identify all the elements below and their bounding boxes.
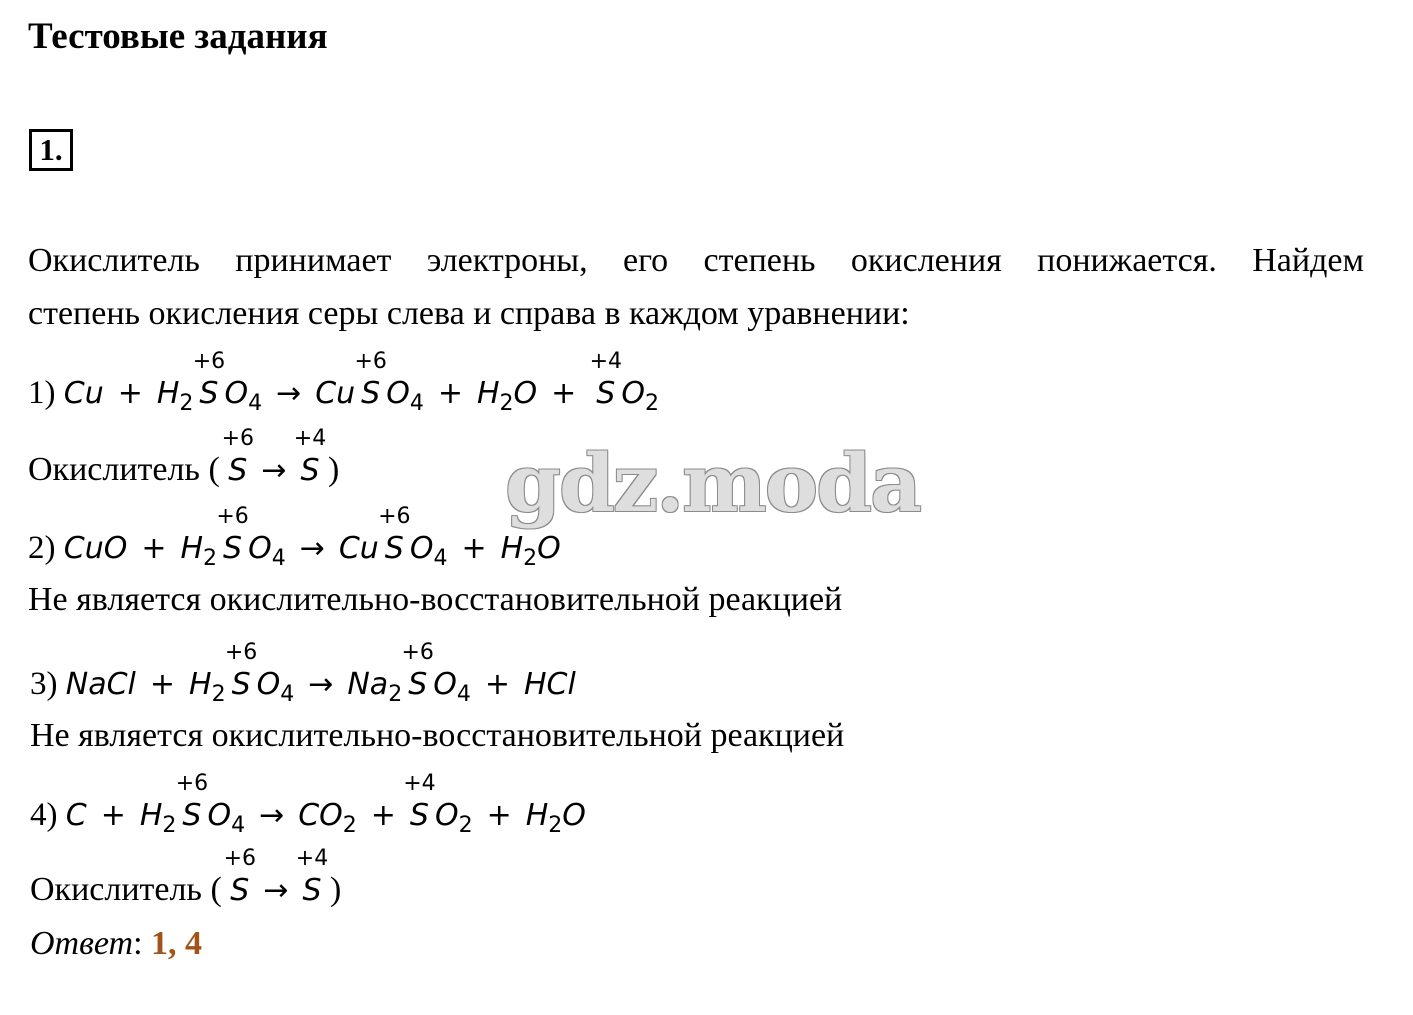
answer-value: 1, 4 — [151, 925, 203, 962]
equation-1: 1) $Cu + H_2$ S +6 $O_4 \to Cu$ S +6 $O_4 + H_2O + S$ +4 $O_2$ — [28, 349, 659, 416]
equation-1-number: 1) — [28, 375, 56, 411]
not-redox-text-3: Не является окислительно-восстановительной реакцией — [30, 717, 845, 754]
oxidizer-line-1: Окислитель ( S +6 → S +4 ) — [28, 426, 340, 488]
answer-line: Ответ: 1, 4 — [30, 925, 203, 962]
equation-3: 3) NaCl + $H_2$ S +6 $O_4 \to Na_2$ S +6 $O_4$ + HCl — [30, 640, 576, 707]
not-redox-text-2: Не является окислительно-восстановительной реакцией — [28, 581, 843, 618]
oxidizer-line-4: Окислитель ( S +6 → S +4 ) — [30, 846, 342, 908]
watermark-logo: gdz.moda — [505, 436, 920, 530]
oxidizer-label: Окислитель — [28, 451, 200, 488]
equation-2: 2) CuO + $H_2$ S +6 $O_4 \to Cu$ S +6 $O_4 + H_2O$ — [28, 504, 561, 571]
oxidizer-label: Окислитель — [30, 871, 202, 908]
intro-line-1: Окислитель принимает электроны, его степень окисления понижается. Найдем — [28, 242, 1364, 279]
equation-3-number: 3) — [30, 666, 58, 702]
equation-2-number: 2) — [28, 530, 56, 566]
task-number: 1. — [29, 129, 73, 171]
intro-line-2: степень окисления серы слева и справа в каждом уравнении: — [28, 295, 910, 332]
page-title: Тестовые задания — [28, 16, 328, 57]
equation-4-number: 4) — [30, 797, 58, 833]
answer-label: Ответ — [30, 925, 134, 962]
equation-4: 4) $C + H_2$ S +6 $O_4 \to CO_2 + S$ +4 $O_2 + H_2O$ — [30, 771, 586, 838]
